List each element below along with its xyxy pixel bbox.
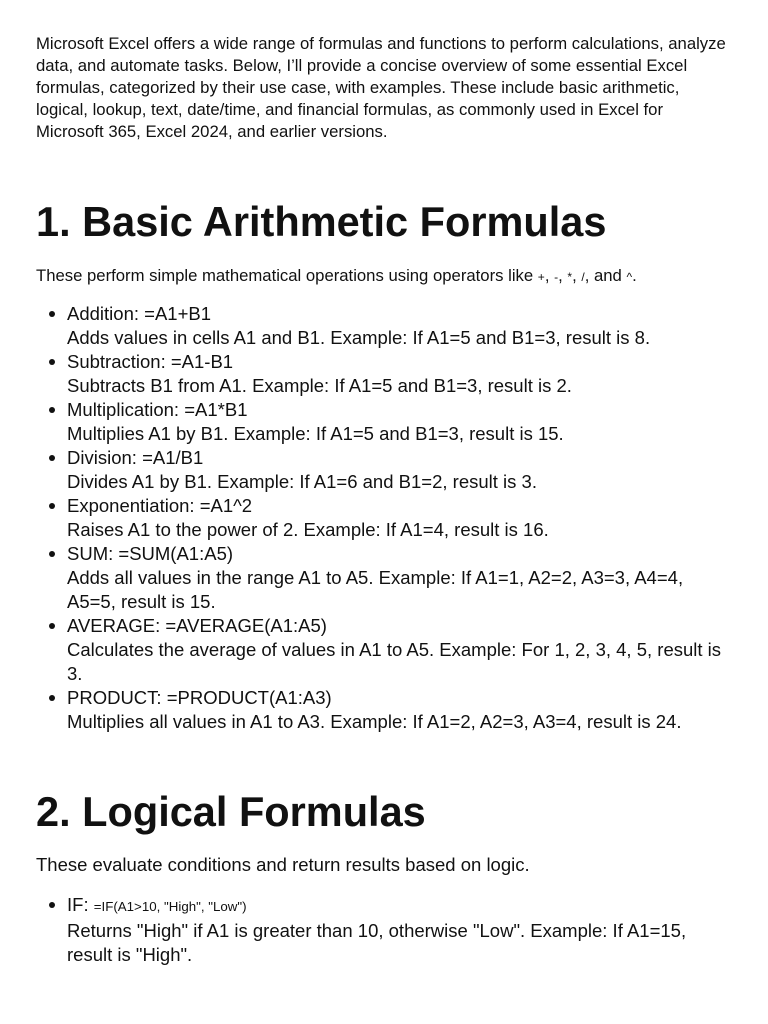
list-item-sum [67, 542, 732, 614]
formula-name: Division: [67, 447, 137, 468]
bullet-icon [49, 695, 55, 701]
formula-list [36, 302, 732, 734]
bullet-icon [49, 407, 55, 413]
lead-separator: , [544, 266, 555, 285]
list-item-multiplication [67, 398, 732, 446]
bullet-icon [49, 902, 55, 908]
formula-description: Returns "High" if A1 is greater than 10, otherwise "Low". Example: If A1=15, result is "High". [67, 920, 687, 965]
formula-expression: =SUM(A1:A5) [118, 543, 234, 564]
formula-expression: =IF(A1>10, "High", "Low") [93, 899, 247, 914]
bullet-icon [49, 623, 55, 629]
formula-name: AVERAGE: [67, 615, 161, 636]
list-item-exponentiation [67, 494, 732, 542]
lead-text: These perform simple mathematical operations using operators like [36, 266, 538, 285]
bullet-icon [49, 503, 55, 509]
list-item-product [67, 686, 732, 734]
formula-label [67, 494, 732, 518]
formula-name: Addition: [67, 303, 139, 324]
formula-label [67, 614, 732, 638]
formula-expression: =AVERAGE(A1:A5) [165, 615, 327, 636]
formula-description: Raises A1 to the power of 2. Example: If A1=4, result is 16. [67, 519, 549, 540]
section-heading: 1. Basic Arithmetic Formulas [36, 198, 607, 245]
formula-label [67, 893, 732, 919]
formula-list [36, 893, 732, 967]
formula-expression: =A1*B1 [184, 399, 248, 420]
lead-separator: , and [584, 266, 627, 285]
bullet-icon [49, 359, 55, 365]
bullet-icon [49, 455, 55, 461]
inline-code-multiply: * [567, 270, 573, 284]
formula-description: Adds values in cells A1 and B1. Example: If A1=5 and B1=3, result is 8. [67, 327, 651, 348]
bullet-icon [49, 551, 55, 557]
list-item-subtraction [67, 350, 732, 398]
section-heading: 2. Logical Formulas [36, 788, 426, 835]
section-logical [36, 787, 732, 967]
formula-description: Subtracts B1 from A1. Example: If A1=5 and B1=3, result is 2. [67, 375, 572, 396]
intro-paragraph: Microsoft Excel offers a wide range of formulas and functions to perform calculations, analyze data, and automate tasks. Below, I’ll provide a concise overview of some essential Excel formulas, categorized by their use case, with examples. These include basic arithmetic, logical, lookup, text, date/time, and financial formulas, as commonly used in Excel for Microsoft 365, Excel 2024, and earlier versions. [36, 34, 726, 141]
lead-end: . [632, 266, 637, 285]
inline-code-minus: - [554, 270, 559, 284]
formula-name: Exponentiation: [67, 495, 195, 516]
formula-expression: =A1/B1 [142, 447, 204, 468]
formula-label [67, 398, 732, 422]
formula-expression: =PRODUCT(A1:A3) [166, 687, 332, 708]
formula-expression: =A1+B1 [144, 303, 212, 324]
formula-label [67, 302, 732, 326]
list-item-average [67, 614, 732, 686]
formula-name: SUM: [67, 543, 114, 564]
inline-code-power: ^ [626, 270, 633, 284]
formula-label [67, 350, 732, 374]
formula-name: IF: [67, 894, 89, 915]
formula-name: PRODUCT: [67, 687, 162, 708]
inline-code-plus: + [537, 270, 545, 284]
formula-expression: =A1-B1 [170, 351, 234, 372]
formula-description: Divides A1 by B1. Example: If A1=6 and B1=2, result is 3. [67, 471, 537, 492]
inline-code-divide: / [581, 270, 585, 284]
formula-name: Subtraction: [67, 351, 166, 372]
formula-description: Adds all values in the range A1 to A5. Example: If A1=1, A2=2, A3=3, A4=4, A5=5, result is 15. [67, 567, 684, 612]
formula-label [67, 686, 732, 710]
section-intro [36, 265, 732, 288]
list-item-division [67, 446, 732, 494]
formula-description: Multiplies A1 by B1. Example: If A1=5 and B1=3, result is 15. [67, 423, 564, 444]
lead-separator: , [558, 266, 568, 285]
bullet-icon [49, 311, 55, 317]
formula-description: Calculates the average of values in A1 to A5. Example: For 1, 2, 3, 4, 5, result is 3. [67, 639, 722, 684]
section-intro: These evaluate conditions and return results based on logic. [36, 854, 530, 875]
section-basic-arithmetic [36, 197, 732, 734]
formula-label [67, 542, 732, 566]
list-item-addition [67, 302, 732, 350]
formula-label [67, 446, 732, 470]
formula-name: Multiplication: [67, 399, 180, 420]
formula-description: Multiplies all values in A1 to A3. Example: If A1=2, A2=3, A3=4, result is 24. [67, 711, 682, 732]
list-item-if [67, 893, 732, 967]
formula-expression: =A1^2 [199, 495, 253, 516]
lead-separator: , [572, 266, 582, 285]
